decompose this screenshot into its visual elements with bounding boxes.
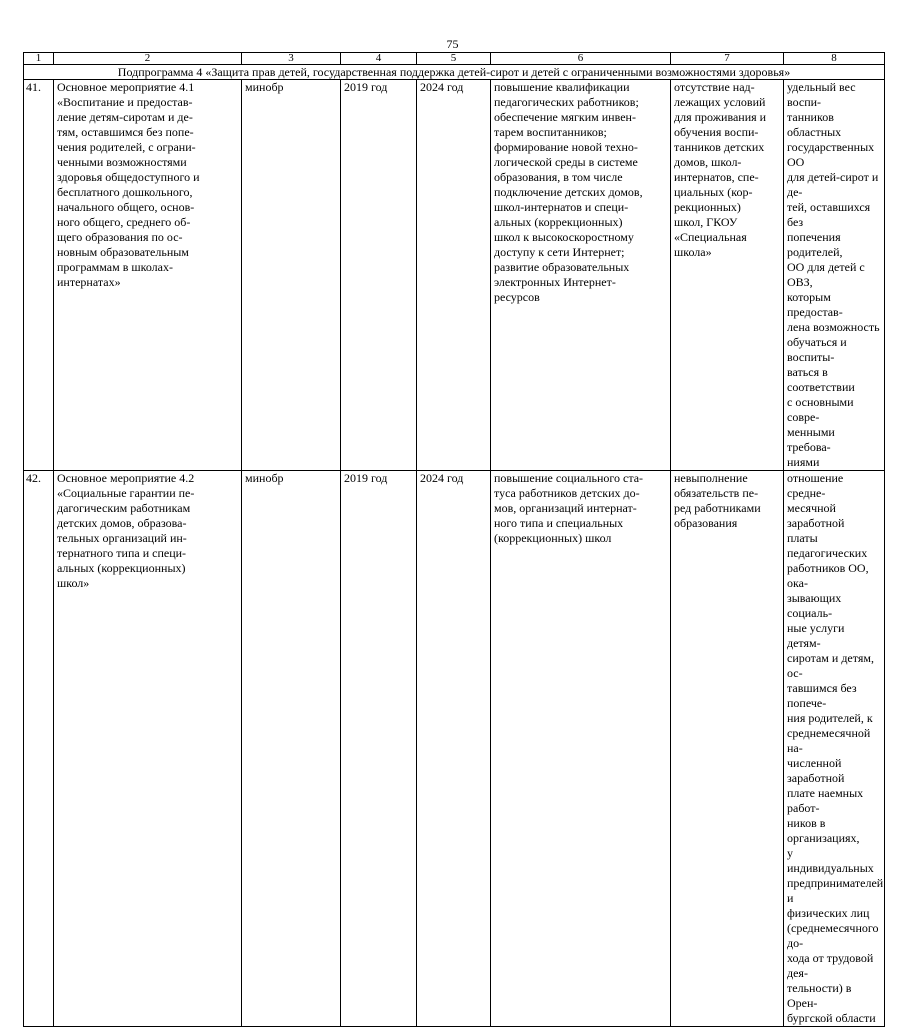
activity-cell: Основное мероприятие 4.1 «Воспитание и предостав- ление детям-сиротам и де- тям, оставшимся без попе- чения родителей, с ограни- ченными возможностями здоровья общедоступного и бесплатного дошкольного, начального общего, основ- ного общего, среднего об- щего образования по ос- новным образовательным программам в школах- интернатах» xyxy=(54,80,242,471)
consequence-cell: невыполнение обязательств пе- ред работниками образования xyxy=(671,471,784,1027)
executor-cell: минобр xyxy=(242,471,341,1027)
executor-cell: минобр xyxy=(242,80,341,471)
consequence-cell: отсутствие над- лежащих условий для проживания и обучения воспи- танников детских домов, школ- интернатов, спе- циальных (кор- рекционных) школ, ГКОУ «Специальная школа» xyxy=(671,80,784,471)
table-row xyxy=(24,80,885,471)
column-number-row xyxy=(24,53,885,65)
column-number: 4 xyxy=(341,53,417,65)
row-number: 41. xyxy=(24,80,54,471)
column-number: 1 xyxy=(24,53,54,65)
row-number: 42. xyxy=(24,471,54,1027)
column-number: 6 xyxy=(491,53,671,65)
table-row xyxy=(24,471,885,1027)
indicator-cell: удельный вес воспи- танников областных государственных ОО для детей-сирот и де- тей, оставшихся без попечения родителей, ОО для детей с ОВЗ, которым предостав- лена возможность обучаться и воспиты- ваться в соответствии с основными совре- менными требова- ниями xyxy=(784,80,885,471)
column-number: 8 xyxy=(784,53,885,65)
column-number: 2 xyxy=(54,53,242,65)
column-number: 3 xyxy=(242,53,341,65)
subprogram-title: Подпрограмма 4 «Защита прав детей, государственная поддержка детей-сирот и детей с ограниченными возможностями здоровья» xyxy=(24,65,885,80)
page-number: 75 xyxy=(446,37,459,51)
activities-table xyxy=(23,52,885,1027)
end-year-cell: 2024 год xyxy=(417,471,491,1027)
start-year-cell: 2019 год xyxy=(341,80,417,471)
column-number: 7 xyxy=(671,53,784,65)
indicator-cell: отношение средне- месячной заработной платы педагогических работников ОО, ока- зывающих социаль- ные услуги детям- сиротам и детям, ос- тавшимся без попече- ния родителей, к среднемесячной на- численной заработной плате наемных работ- ников в организациях, у индивидуальных предпринимателей и физических лиц (среднемесячного до- хода от трудовой дея- тельности) в Орен- бургской области xyxy=(784,471,885,1027)
end-year-cell: 2024 год xyxy=(417,80,491,471)
activity-cell: Основное мероприятие 4.2 «Социальные гарантии пе- дагогическим работникам детских домов, образова- тельных организаций ин- тернатного типа и специ- альных (коррекционных) школ» xyxy=(54,471,242,1027)
start-year-cell: 2019 год xyxy=(341,471,417,1027)
result-cell: повышение квалификации педагогических работников; обеспечение мягким инвен- тарем воспитанников; формирование новой техно- логической среды в системе образования, в том числе подключение детских домов, школ-интернатов и специ- альных (коррекционных) школ к высокоскоростному доступу к сети Интернет; развитие образовательных электронных Интернет- ресурсов xyxy=(491,80,671,471)
column-number: 5 xyxy=(417,53,491,65)
result-cell: повышение социального ста- туса работников детских до- мов, организаций интернат- ного типа и специальных (коррекционных) школ xyxy=(491,471,671,1027)
subprogram-row xyxy=(24,65,885,80)
